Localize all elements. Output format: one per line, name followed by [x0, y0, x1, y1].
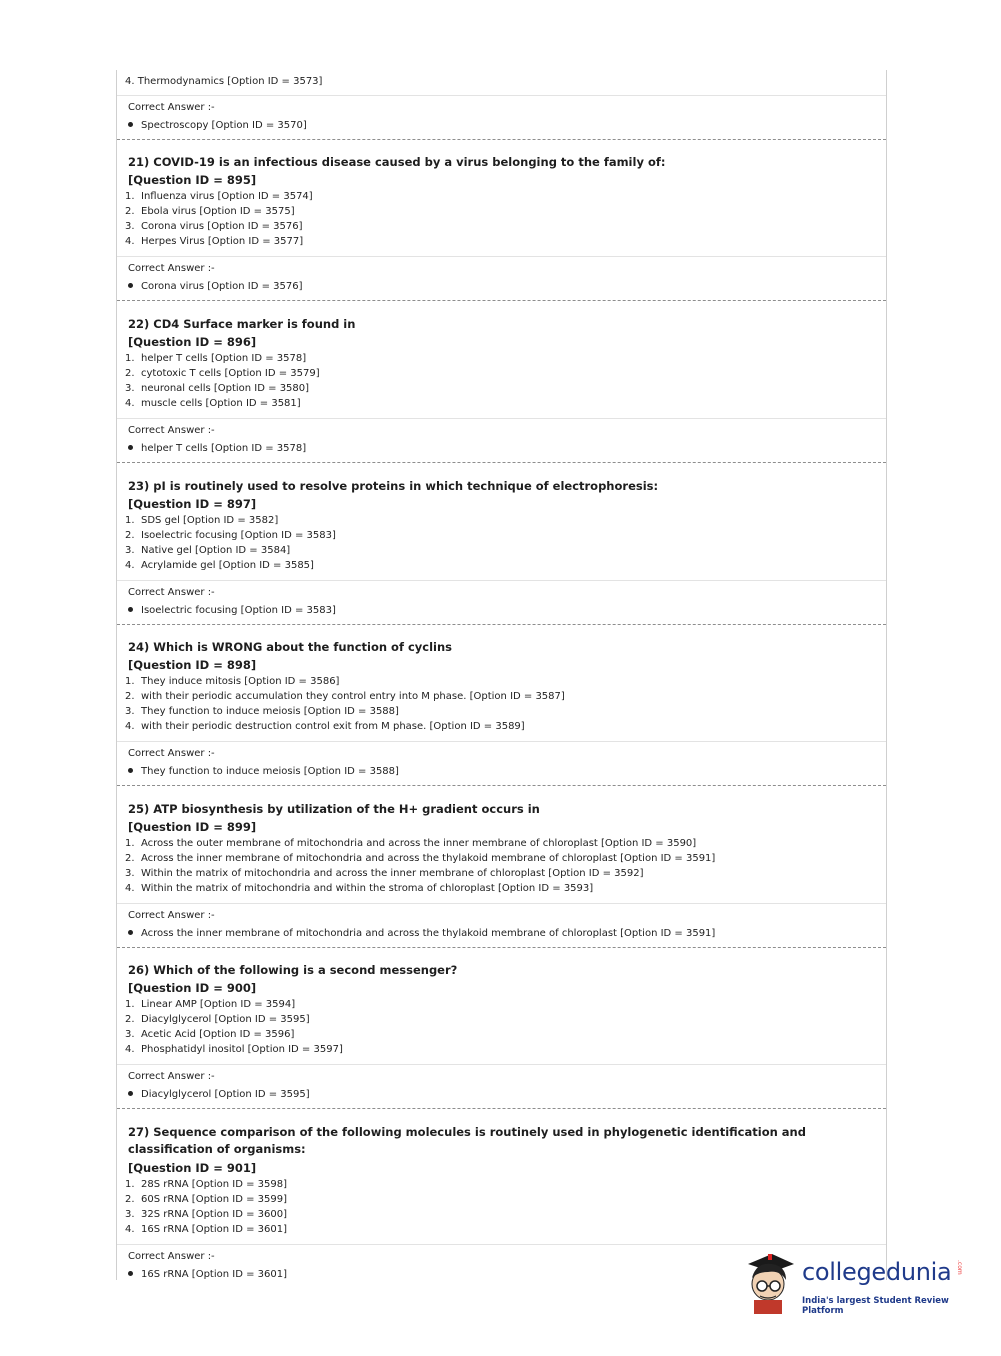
divider: [117, 1064, 886, 1065]
correct-answer-label: Correct Answer :-: [128, 102, 215, 113]
question-separator: [117, 462, 886, 463]
correct-answer-label: Correct Answer :-: [128, 587, 215, 598]
option-item: 4. Herpes Virus [Option ID = 3577]: [125, 236, 304, 247]
question-separator: [117, 139, 886, 140]
question-separator: [117, 947, 886, 948]
divider: [117, 903, 886, 904]
logo-wordmark: collegedunia: [802, 1258, 952, 1286]
correct-answer-item: Diacylglycerol [Option ID = 3595]: [128, 1088, 310, 1102]
option-item: 3. neuronal cells [Option ID = 3580]: [125, 383, 310, 394]
correct-answer-item: Corona virus [Option ID = 3576]: [128, 280, 302, 294]
option-list: [125, 1177, 287, 1237]
option-item: 1. helper T cells [Option ID = 3578]: [125, 353, 307, 364]
option-item: 1. SDS gel [Option ID = 3582]: [125, 515, 279, 526]
option-item: 4. muscle cells [Option ID = 3581]: [125, 398, 301, 409]
option-item: 4. Acrylamide gel [Option ID = 3585]: [125, 560, 314, 571]
correct-answer-item: Spectroscopy [Option ID = 3570]: [128, 119, 307, 133]
option-item: 4. Within the matrix of mitochondria and within the stroma of chloroplast [Option ID = 3593]: [125, 883, 594, 894]
correct-answer-label: Correct Answer :-: [128, 425, 215, 436]
divider: [117, 1244, 886, 1245]
question-id: [Question ID = 901]: [128, 1161, 257, 1175]
bullet-icon: [128, 1091, 133, 1096]
option-item: 2. Ebola virus [Option ID = 3575]: [125, 206, 295, 217]
option-list: [125, 997, 343, 1057]
question-id: [Question ID = 895]: [128, 173, 257, 187]
option-item: 1. Across the outer membrane of mitochondria and across the inner membrane of chloroplast [Option ID = 3590]: [125, 838, 697, 849]
correct-answer-item: helper T cells [Option ID = 3578]: [128, 442, 306, 456]
question-id: [Question ID = 896]: [128, 335, 257, 349]
option-list: [125, 513, 336, 573]
correct-answer-label: Correct Answer :-: [128, 263, 215, 274]
option-item: 3. Native gel [Option ID = 3584]: [125, 545, 291, 556]
question-id: [Question ID = 898]: [128, 658, 257, 672]
question-separator: [117, 1108, 886, 1109]
correct-answer-item: They function to induce meiosis [Option ID = 3588]: [128, 765, 399, 779]
correct-answer-label: Correct Answer :-: [128, 910, 215, 921]
option-item: 3. Acetic Acid [Option ID = 3596]: [125, 1029, 295, 1040]
question-title: 21) COVID-19 is an infectious disease caused by a virus belonging to the family of:: [128, 155, 666, 169]
correct-answer-label: Correct Answer :-: [128, 1251, 215, 1262]
option-item: 1. 28S rRNA [Option ID = 3598]: [125, 1179, 288, 1190]
bullet-icon: [128, 283, 133, 288]
correct-answer-item: Across the inner membrane of mitochondria and across the thylakoid membrane of chloroplast [Option ID = 3591]: [128, 927, 715, 941]
bullet-icon: [128, 607, 133, 612]
option-list: [125, 836, 715, 896]
question-separator: [117, 624, 886, 625]
option-item: 2. Diacylglycerol [Option ID = 3595]: [125, 1014, 310, 1025]
mascot-icon: [742, 1250, 800, 1316]
question-title: 22) CD4 Surface marker is found in: [128, 317, 356, 331]
correct-answer-item: Isoelectric focusing [Option ID = 3583]: [128, 604, 336, 618]
correct-answer-label: Correct Answer :-: [128, 748, 215, 759]
logo-tagline: India's largest Student Review Platform: [802, 1296, 949, 1316]
option-item: 2. with their periodic accumulation they control entry into M phase. [Option ID = 3587]: [125, 691, 565, 702]
option-item: 4. with their periodic destruction control exit from M phase. [Option ID = 3589]: [125, 721, 525, 732]
divider: [117, 418, 886, 419]
bullet-icon: [128, 445, 133, 450]
bullet-icon: [128, 1271, 133, 1276]
question-id: [Question ID = 899]: [128, 820, 257, 834]
logo-suffix: .com: [956, 1260, 963, 1275]
question-paper-page: [116, 70, 887, 1280]
option-item: 3. Within the matrix of mitochondria and across the inner membrane of chloroplast [Option ID = 3592]: [125, 868, 644, 879]
divider: [117, 741, 886, 742]
bullet-icon: [128, 930, 133, 935]
option-list: [125, 351, 320, 411]
question-separator: [117, 300, 886, 301]
option-item: 3. They function to induce meiosis [Option ID = 3588]: [125, 706, 399, 717]
option-item: 3. 32S rRNA [Option ID = 3600]: [125, 1209, 288, 1220]
option-item: 1. They induce mitosis [Option ID = 3586]: [125, 676, 340, 687]
option-item: 2. cytotoxic T cells [Option ID = 3579]: [125, 368, 320, 379]
option-item: 4. Phosphatidyl inositol [Option ID = 3597]: [125, 1044, 343, 1055]
option-item: 1. Linear AMP [Option ID = 3594]: [125, 999, 296, 1010]
option-item: 2. 60S rRNA [Option ID = 3599]: [125, 1194, 288, 1205]
option-item: 3. Corona virus [Option ID = 3576]: [125, 221, 303, 232]
option-list: [125, 674, 565, 734]
bullet-icon: [128, 122, 133, 127]
question-id: [Question ID = 900]: [128, 981, 257, 995]
divider: [117, 256, 886, 257]
question-title: 26) Which of the following is a second messenger?: [128, 963, 458, 977]
option-item: 1. Influenza virus [Option ID = 3574]: [125, 191, 313, 202]
question-separator: [117, 785, 886, 786]
option-list: [125, 189, 313, 249]
option-item: 4. 16S rRNA [Option ID = 3601]: [125, 1224, 288, 1235]
question-title: 24) Which is WRONG about the function of cyclins: [128, 640, 453, 654]
divider: [117, 580, 886, 581]
option-item: 2. Across the inner membrane of mitochondria and across the thylakoid membrane of chloroplast [Option ID = 3591]: [125, 853, 716, 864]
option-item: 2. Isoelectric focusing [Option ID = 3583]: [125, 530, 336, 541]
question-id: [Question ID = 897]: [128, 497, 257, 511]
divider: [117, 95, 886, 96]
previous-option-4: 4. Thermodynamics [Option ID = 3573]: [125, 76, 323, 87]
correct-answer-item: 16S rRNA [Option ID = 3601]: [128, 1268, 287, 1282]
question-title: 23) pI is routinely used to resolve proteins in which technique of electrophoresis:: [128, 479, 659, 493]
question-title: 27) Sequence comparison of the following molecules is routinely used in phylogenetic identification and classification of organisms:: [128, 1125, 806, 1156]
bullet-icon: [128, 768, 133, 773]
collegedunia-logo: [742, 1250, 972, 1316]
correct-answer-label: Correct Answer :-: [128, 1071, 215, 1082]
question-title: 25) ATP biosynthesis by utilization of the H+ gradient occurs in: [128, 802, 540, 816]
